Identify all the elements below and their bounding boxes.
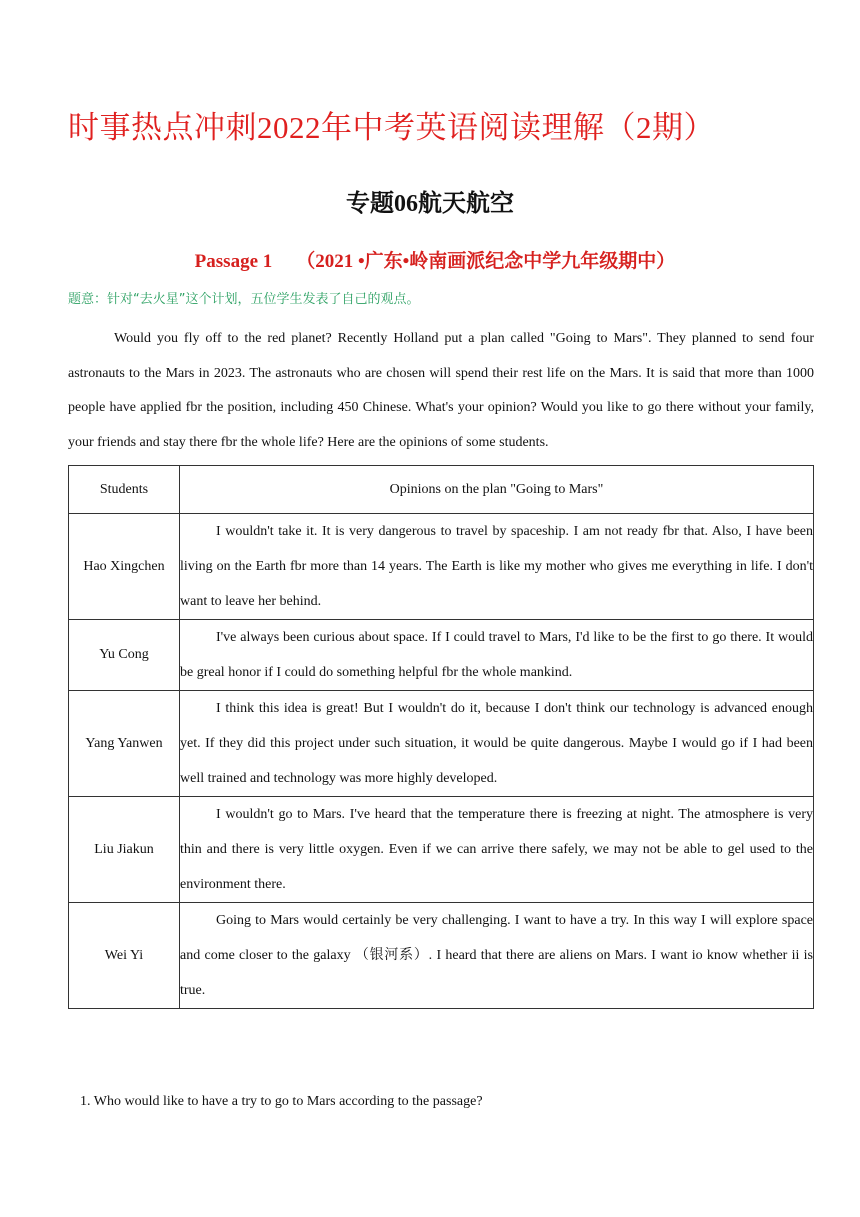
table-row — [69, 691, 814, 797]
opinions-table — [68, 465, 814, 1009]
student-opinion: I've always been curious about space. If I could travel to Mars, I'd like to be the first to go there. It would be greal honor if I could do something helpful fbr the whole mankind. — [180, 620, 814, 691]
table-row — [69, 514, 814, 620]
summary-note: 题意：针对“去火星”这个计划，五位学生发表了自己的观点。 — [68, 292, 420, 307]
header-students: Students — [69, 466, 180, 514]
student-opinion: I think this idea is great! But I wouldn't do it, because I don't think our technology is advanced enough yet. If they did this project under such situation, it would be quite dangerous. Maybe I would go if I had been well trained and technology was more highly developed. — [180, 691, 814, 797]
passage-label: Passage 1 — [194, 251, 273, 272]
student-opinion: Going to Mars would certainly be very challenging. I want to have a try. In this way I will explore space and come closer to the galaxy （银河系）. I heard that there are aliens on Mars. I want io know whether ii is true. — [180, 903, 814, 1009]
student-name: Yang Yanwen — [69, 691, 180, 797]
table-row — [69, 903, 814, 1009]
table-row — [69, 620, 814, 691]
student-opinion: I wouldn't take it. It is very dangerous to travel by spaceship. I am not ready fbr that. Also, I have been living on the Earth fbr more than 14 years. The Earth is like my mother who gives me everything in life. I don't want to leave her behind. — [180, 514, 814, 620]
header-opinions: Opinions on the plan "Going to Mars" — [180, 466, 814, 514]
topic-subtitle: 专题06航天航空 — [346, 191, 514, 217]
passage-heading — [0, 246, 860, 273]
student-name: Liu Jiakun — [69, 797, 180, 903]
table-header-row — [69, 466, 814, 514]
document-title: 时事热点冲刺2022年中考英语阅读理解（2期） — [68, 110, 715, 145]
student-opinion: I wouldn't go to Mars. I've heard that the temperature there is freezing at night. The atmosphere is very thin and there is very little oxygen. Even if we can arrive there safely, we may not be able to gel used to the environment there. — [180, 797, 814, 903]
passage-source: （2021 •广东•岭南画派纪念中学九年级期中） — [296, 251, 676, 272]
table-row — [69, 797, 814, 903]
question-1: 1. Who would like to have a try to go to Mars according to the passage? — [80, 1094, 483, 1109]
passage-paragraph: Would you fly off to the red planet? Recently Holland put a plan called "Going to Mars". They planned to send four astronauts to the Mars in 2023. The astronauts who are chosen will spend their rest life on the Mars. It is said that more than 1000 people have applied fbr the position, including 450 Chinese. What's your opinion? Would you like to go there without your family, your friends and stay there fbr the whole life? Here are the opinions of some students. — [68, 331, 814, 450]
student-name: Hao Xingchen — [69, 514, 180, 620]
student-name: Wei Yi — [69, 903, 180, 1009]
student-name: Yu Cong — [69, 620, 180, 691]
